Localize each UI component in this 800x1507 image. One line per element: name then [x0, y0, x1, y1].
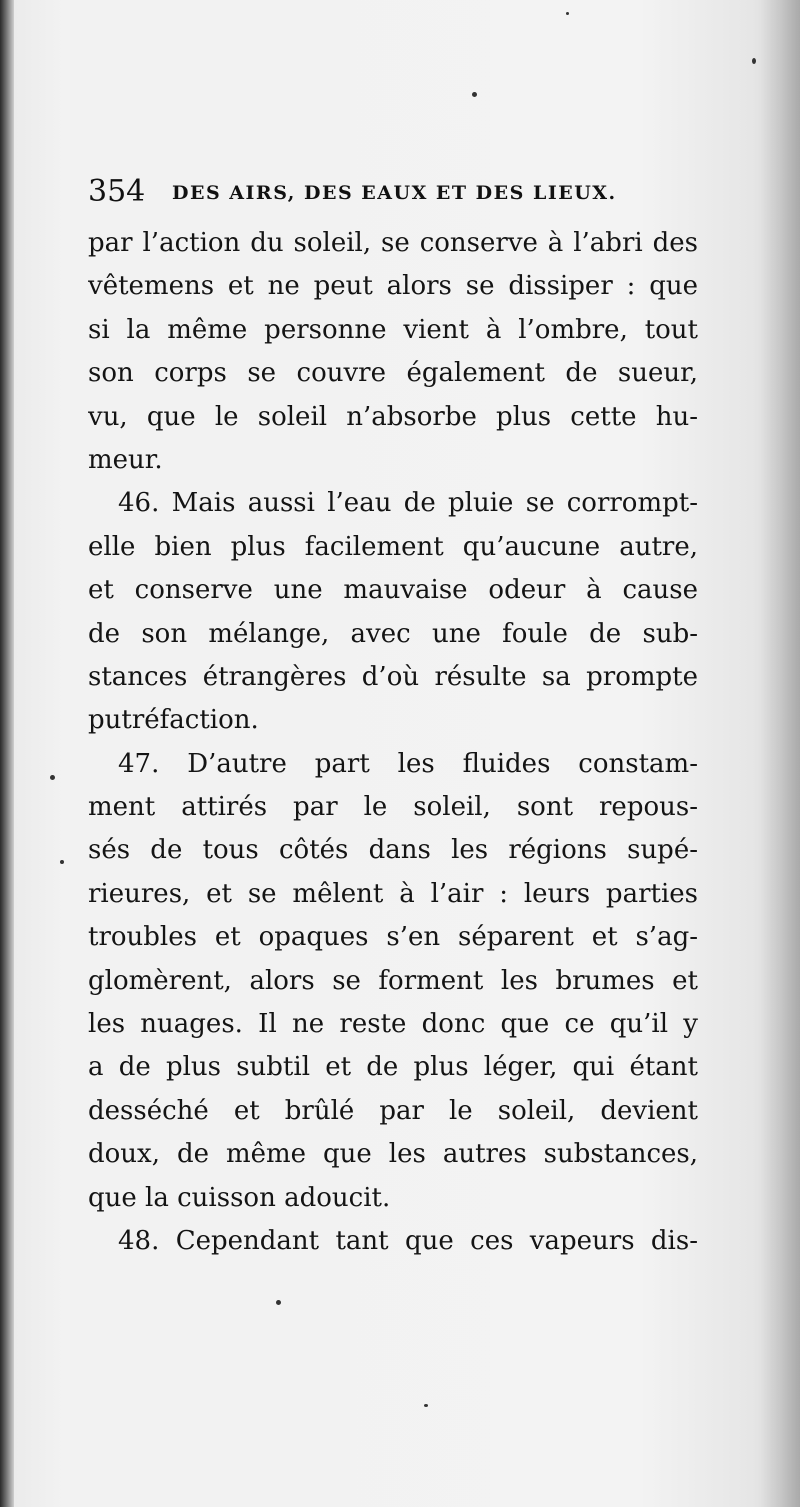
text-line: son corps se couvre également de sueur, — [88, 358, 698, 389]
paragraph-48-start: 48. Cependant tant que ces vapeurs dis- — [118, 1225, 698, 1256]
text-line: desséché et brûlé par le soleil, devient — [88, 1095, 698, 1126]
paper-speck — [752, 58, 756, 64]
paragraph-46-start: 46. Mais aussi l’eau de pluie se corrompt- — [118, 488, 698, 519]
text-line: rieures, et se mêlent à l’air : leurs parties — [88, 878, 698, 909]
text-line: doux, de même que les autres substances, — [88, 1139, 698, 1170]
text-line: si la même personne vient à l’ombre, tout — [88, 314, 698, 345]
page-left-edge — [0, 0, 14, 1507]
text-line: par l’action du soleil, se conserve à l’abri des — [88, 228, 698, 258]
text-line: meur. — [88, 444, 163, 475]
paragraph-47-start: 47. D’autre part les fluides constam- — [118, 748, 698, 779]
text-line: vêtemens et ne peut alors se dissiper : que — [88, 271, 698, 302]
text-line: a de plus subtil et de plus léger, qui étant — [88, 1052, 698, 1083]
text-line: elle bien plus facilement qu’aucune autre, — [88, 531, 698, 562]
text-line: de son mélange, avec une foule de sub- — [88, 618, 698, 649]
text-line: ment attirés par le soleil, sont repous- — [88, 792, 698, 823]
text-line: troubles et opaques s’en séparent et s’ag- — [88, 922, 698, 953]
text-line: glomèrent, alors se forment les brumes et — [88, 965, 698, 996]
paper-speck — [566, 12, 569, 15]
text-line: que la cuisson adoucit. — [88, 1182, 391, 1213]
paper-speck — [472, 92, 477, 97]
paper-speck — [276, 1300, 281, 1305]
running-head — [88, 172, 698, 212]
paper-speck — [50, 775, 55, 780]
page-right-shadow — [760, 0, 800, 1507]
text-line: les nuages. Il ne reste donc que ce qu’il y — [88, 1009, 698, 1040]
text-line: stances étrangères d’où résulte sa prompte — [88, 661, 698, 692]
text-line: sés de tous côtés dans les régions supé- — [88, 835, 698, 866]
text-line: et conserve une mauvaise odeur à cause — [88, 575, 698, 606]
paper-speck — [60, 860, 64, 864]
paper-speck — [424, 1404, 428, 1407]
body-text — [88, 222, 698, 1263]
text-line: putréfaction. — [88, 705, 259, 736]
text-line: vu, que le soleil n’absorbe plus cette hu- — [88, 401, 698, 432]
running-title: DES AIRS, DES EAUX ET DES LIEUX. — [172, 182, 617, 204]
page-number: 354 — [88, 174, 146, 209]
